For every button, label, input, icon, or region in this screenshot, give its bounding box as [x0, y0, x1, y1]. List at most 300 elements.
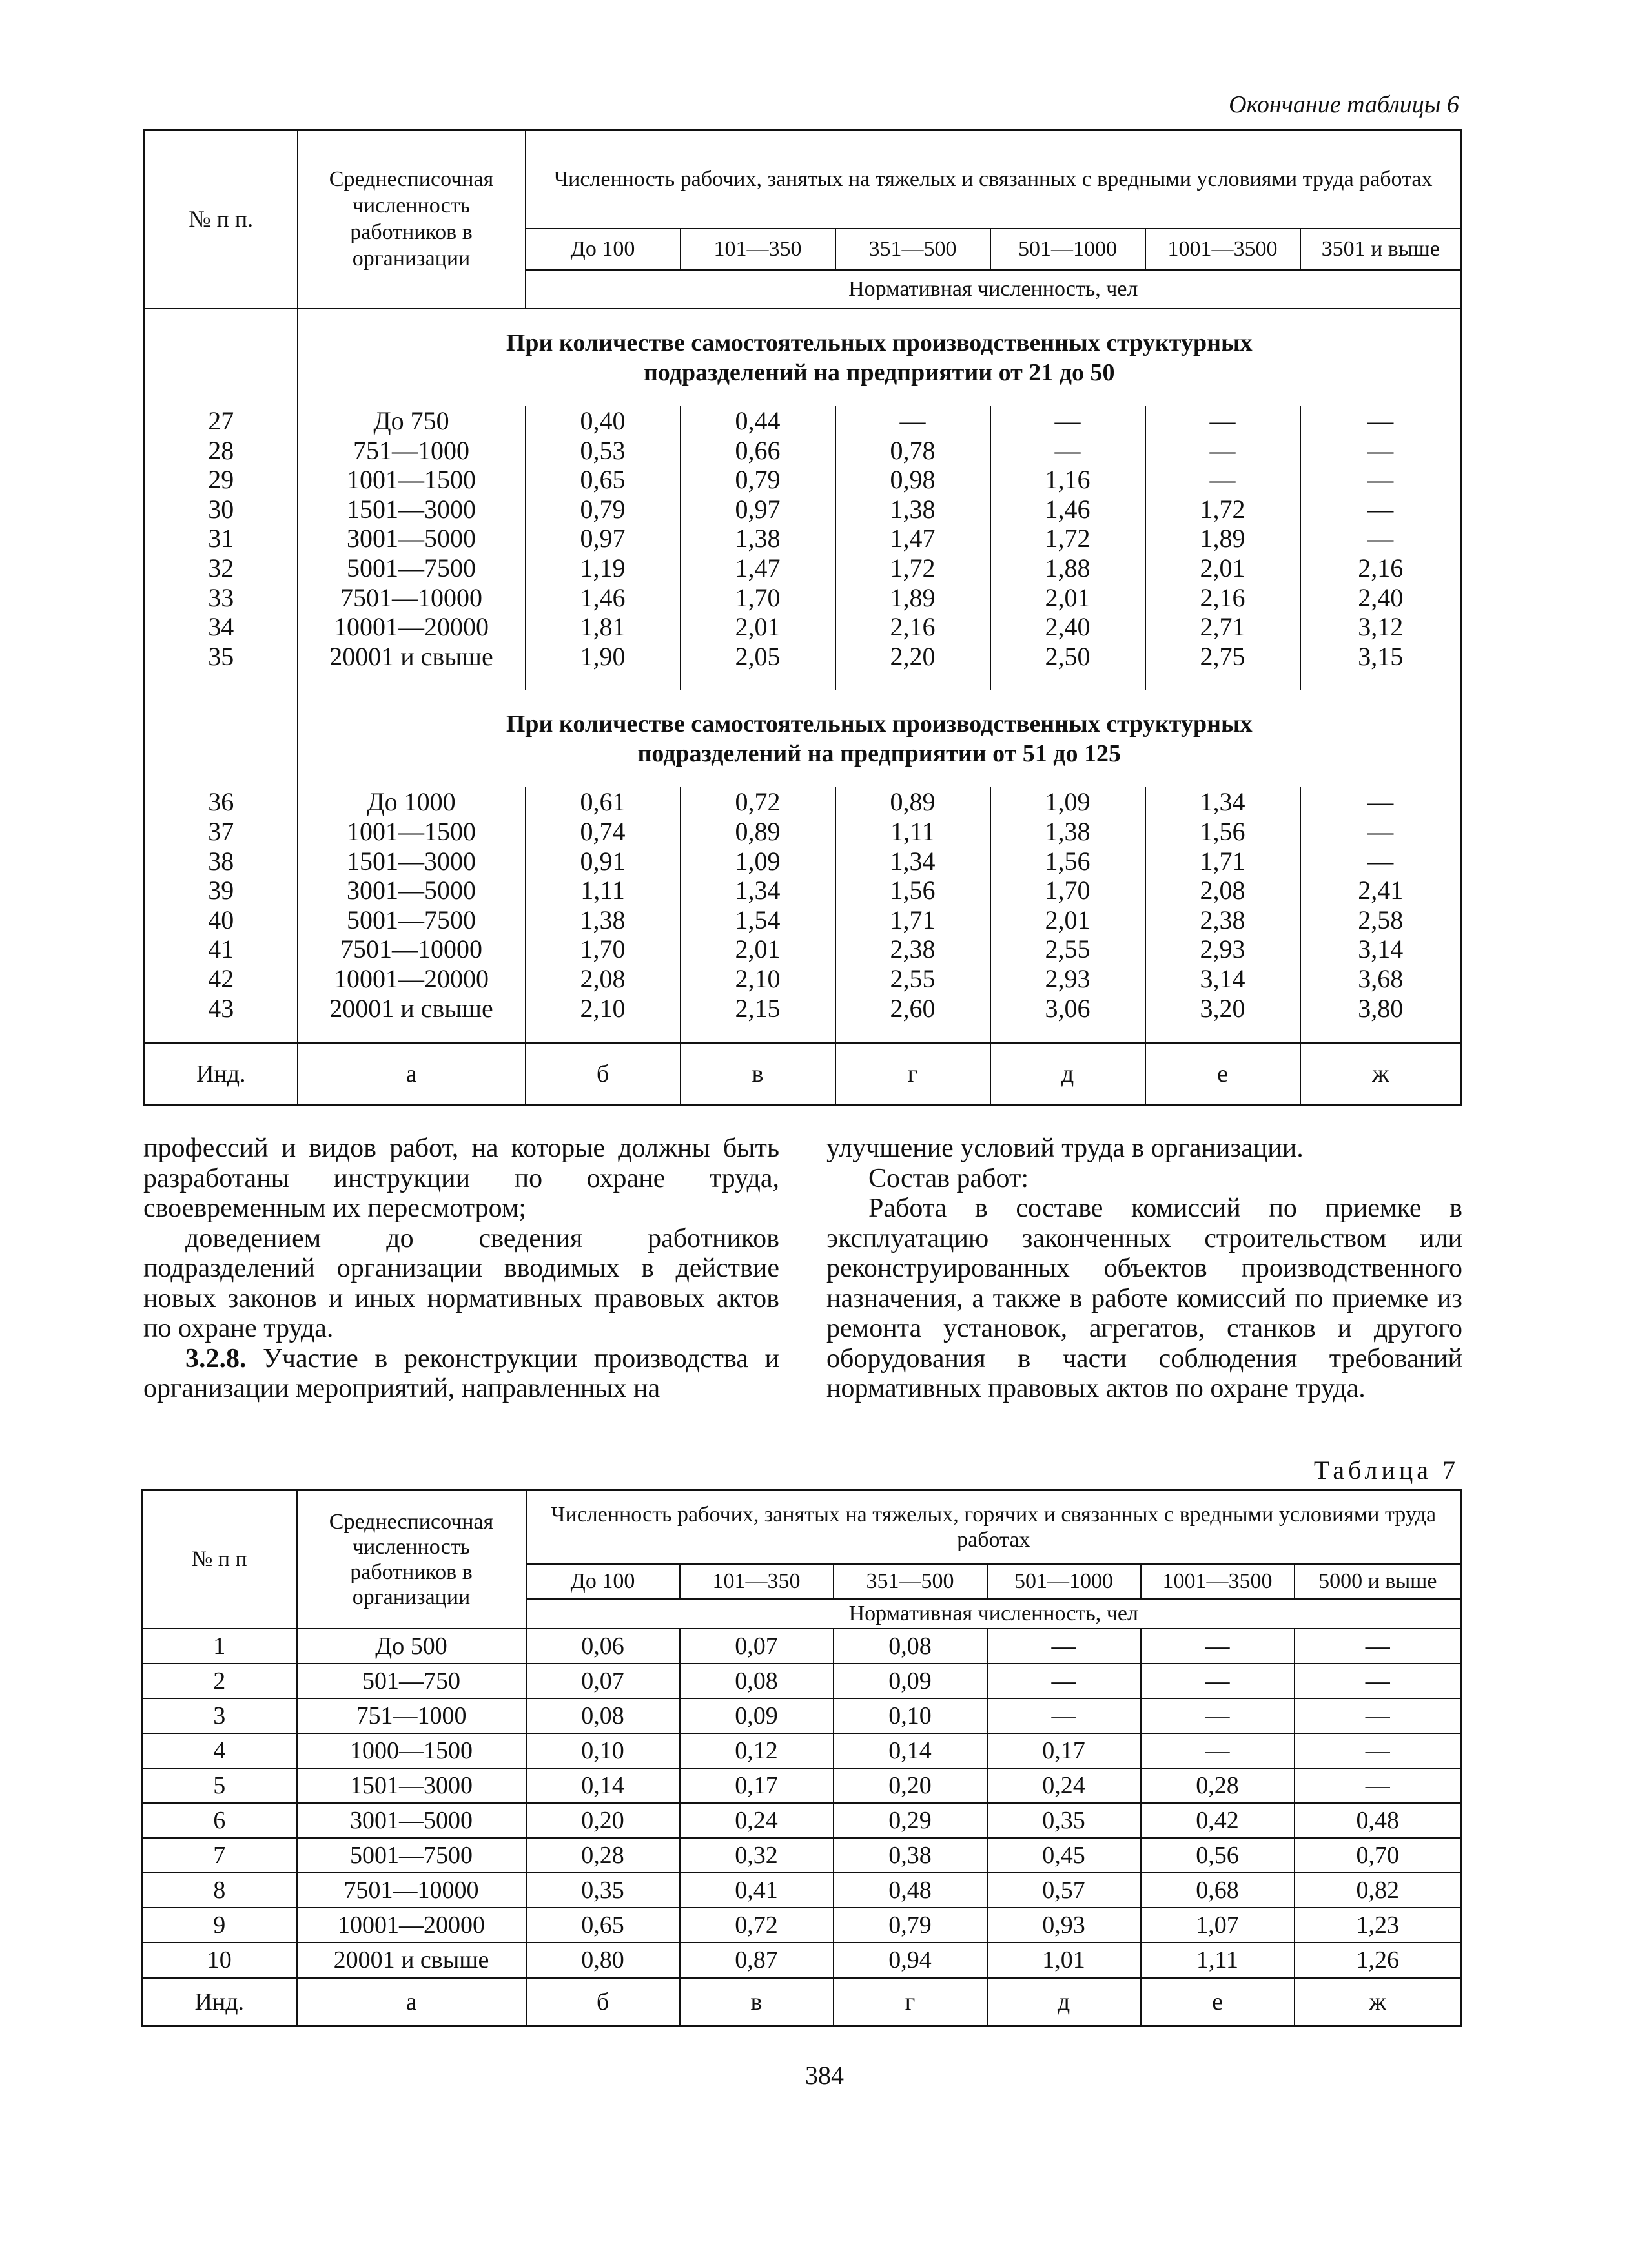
table-cell: 33 [145, 583, 298, 613]
table-row [142, 1698, 1462, 1733]
spacer-cell [526, 1023, 681, 1044]
table-cell: 10001—20000 [297, 1908, 526, 1943]
table-cell: 2,08 [1145, 876, 1300, 905]
spacer-cell [1300, 1023, 1462, 1044]
table-cell: 34 [145, 612, 298, 642]
table-cell: 1,47 [681, 553, 835, 583]
table-cell: 0,44 [681, 406, 835, 436]
table-cell: 0,48 [1295, 1803, 1462, 1838]
table-cell: 1,11 [1141, 1943, 1295, 1978]
table-cell: 2,08 [526, 964, 681, 994]
table-cell: 2,16 [1358, 553, 1404, 582]
table-cell: 2,15 [681, 994, 835, 1024]
table-cell: 43 [145, 994, 298, 1024]
table-cell: 0,32 [680, 1838, 834, 1873]
table-row [145, 495, 1462, 524]
text-column-left [143, 1133, 779, 1404]
header-col: До 100 [526, 229, 681, 270]
table-cell: 1501—3000 [297, 1768, 526, 1803]
table-cell: — [1295, 1629, 1462, 1664]
table-cell: 5001—7500 [298, 905, 526, 935]
table-cell: 1,89 [835, 583, 990, 613]
table-row [145, 994, 1462, 1024]
section-num-cell [145, 309, 298, 406]
table-cell: 0,97 [681, 495, 835, 524]
index-cell: е [1145, 1044, 1300, 1105]
table-row [145, 876, 1462, 905]
spacer-cell [835, 671, 990, 690]
table-cell: — [1367, 787, 1394, 817]
table-cell: 751—1000 [297, 1698, 526, 1733]
table-cell: 27 [145, 406, 298, 436]
table-cell: 1,38 [835, 495, 990, 524]
table-cell: 0,24 [680, 1803, 834, 1838]
table-cell: 0,74 [526, 817, 681, 847]
header-col: 5000 и выше [1295, 1564, 1462, 1599]
table-cell: 1,46 [990, 495, 1145, 524]
table-cell: До 750 [298, 406, 526, 436]
table-cell: — [1367, 494, 1394, 524]
table-7 [141, 1489, 1462, 2027]
table-row [142, 1768, 1462, 1803]
table-cell: 1,72 [1145, 495, 1300, 524]
index-cell: б [526, 1978, 680, 2026]
table-cell: — [1367, 465, 1394, 495]
table-cell: 0,10 [834, 1698, 987, 1733]
table-cell: 2,01 [1145, 553, 1300, 583]
header-col: 1001—3500 [1145, 229, 1300, 270]
header-col: До 100 [526, 1564, 680, 1599]
table-cell: 1,70 [681, 583, 835, 613]
table-cell: 0,94 [834, 1943, 987, 1978]
table-cell: — [1141, 1629, 1295, 1664]
table-cell: 2,10 [681, 964, 835, 994]
table-cell: 1,56 [990, 847, 1145, 876]
header-col: 101—350 [680, 1564, 834, 1599]
table-cell: 1,34 [1145, 787, 1300, 817]
table-cell: 0,40 [526, 406, 681, 436]
index-cell: е [1141, 1978, 1295, 2026]
table-cell: 2,05 [681, 642, 835, 672]
table-cell: 1501—3000 [298, 847, 526, 876]
table-cell: — [1295, 1698, 1462, 1733]
table-cell: 2,93 [990, 964, 1145, 994]
table-cell: 0,72 [681, 787, 835, 817]
table-cell: 1 [142, 1629, 297, 1664]
spacer-cell [145, 1023, 298, 1044]
table-cell: — [1145, 406, 1300, 436]
table-cell: — [1295, 1664, 1462, 1698]
table-cell: 10001—20000 [298, 612, 526, 642]
table-row [145, 524, 1462, 553]
table-cell: — [1367, 524, 1394, 553]
table-cell: 1,34 [835, 847, 990, 876]
paragraph: доведением до сведения работников подразделений организации вводимых в действие новых законов и иных нормативных правовых актов по охране труда. [143, 1223, 779, 1343]
table-cell: 0,17 [680, 1768, 834, 1803]
table-cell: 0,06 [526, 1629, 680, 1664]
table-cell: 1,38 [681, 524, 835, 553]
table-cell: 32 [145, 553, 298, 583]
table-row [142, 1838, 1462, 1873]
spacer-cell [990, 1023, 1145, 1044]
table-cell: 3,80 [1358, 993, 1404, 1023]
table-cell: 10 [142, 1943, 297, 1978]
table-cell: — [835, 406, 990, 436]
spacer-cell [681, 671, 835, 690]
table-cell: 0,87 [680, 1943, 834, 1978]
table-cell: 0,89 [835, 787, 990, 817]
table-cell: 1,19 [526, 553, 681, 583]
table-cell: 0,08 [526, 1698, 680, 1733]
header-unit: Нормативная численность, чел [526, 270, 1462, 309]
table-row [145, 787, 1462, 817]
table-cell: 0,91 [526, 847, 681, 876]
table-cell: 0,80 [526, 1943, 680, 1978]
table-cell: 3001—5000 [298, 524, 526, 553]
table-cell: 0,07 [680, 1629, 834, 1664]
table-cell: 0,10 [526, 1733, 680, 1768]
table-cell: 2,55 [835, 964, 990, 994]
table-cell: 0,20 [834, 1768, 987, 1803]
table-row [142, 1943, 1462, 1978]
table-cell: 0,42 [1141, 1803, 1295, 1838]
spacer-cell [526, 671, 681, 690]
table-cell: 0,45 [987, 1838, 1141, 1873]
table-cell: 0,28 [1141, 1768, 1295, 1803]
paragraph: Состав работ: [868, 1163, 1029, 1193]
header-col: 101—350 [681, 229, 835, 270]
table-6 [143, 129, 1462, 1106]
table-row [142, 1629, 1462, 1664]
table-cell: 1000—1500 [297, 1733, 526, 1768]
table-cell: 2,40 [990, 612, 1145, 642]
table-cell: 7501—10000 [298, 583, 526, 613]
table-cell: 7 [142, 1838, 297, 1873]
table-row [142, 1873, 1462, 1908]
header-col: 351—500 [834, 1564, 987, 1599]
header-num: № п п. [145, 130, 298, 309]
table-row [145, 406, 1462, 436]
table-cell: 0,12 [680, 1733, 834, 1768]
table-cell: 0,70 [1295, 1838, 1462, 1873]
index-cell: г [835, 1044, 990, 1105]
text-column-right [826, 1133, 1462, 1404]
table-cell: 9 [142, 1908, 297, 1943]
spacer-cell [681, 1023, 835, 1044]
table-cell: 1,26 [1295, 1943, 1462, 1978]
header-unit: Нормативная численность, чел [526, 1599, 1462, 1629]
table-cell: 1,70 [526, 934, 681, 964]
table-cell: — [987, 1664, 1141, 1698]
table-cell: 2,41 [1358, 876, 1404, 905]
table-cell: 3,68 [1358, 964, 1404, 993]
table-cell: 0,97 [526, 524, 681, 553]
table-cell: 0,24 [987, 1768, 1141, 1803]
table-cell: 751—1000 [298, 436, 526, 466]
table-cell: — [1295, 1768, 1462, 1803]
table-cell: 1,71 [835, 905, 990, 935]
table-cell: 3,14 [1358, 934, 1404, 964]
table7-caption: Таблица 7 [1313, 1456, 1459, 1485]
table-cell: 0,98 [835, 465, 990, 495]
table-cell: 41 [145, 934, 298, 964]
table-cell: 2,71 [1145, 612, 1300, 642]
table-cell: 3001—5000 [298, 876, 526, 905]
index-cell: в [681, 1044, 835, 1105]
table-cell: — [1367, 406, 1394, 435]
table-cell: — [1141, 1698, 1295, 1733]
table-cell: 2,38 [835, 934, 990, 964]
table-cell: 1,72 [835, 553, 990, 583]
spacer-cell [145, 671, 298, 690]
paragraph: улучшение условий труда в организации. [826, 1133, 1304, 1163]
table-cell: 8 [142, 1873, 297, 1908]
table-cell: 2,75 [1145, 642, 1300, 672]
section-title: При количестве самостоятельных производственных структурных подразделений на предприятии от 51 до 125 [506, 710, 1253, 768]
table-cell: 1,11 [835, 817, 990, 847]
table-cell: 0,72 [680, 1908, 834, 1943]
index-cell: Инд. [145, 1044, 298, 1105]
table-cell: 0,66 [681, 436, 835, 466]
table-cell: 0,07 [526, 1664, 680, 1698]
table-cell: 0,17 [987, 1733, 1141, 1768]
table-cell: 2,55 [990, 934, 1145, 964]
header-col: 3501 и выше [1300, 229, 1462, 270]
table-cell: 0,35 [526, 1873, 680, 1908]
table-cell: 42 [145, 964, 298, 994]
table-cell: 28 [145, 436, 298, 466]
index-cell: а [297, 1978, 526, 2026]
table-cell: — [987, 1629, 1141, 1664]
header-num: № п п [142, 1490, 297, 1629]
table-row [145, 612, 1462, 642]
table-cell: 2 [142, 1664, 297, 1698]
table-cell: 0,68 [1141, 1873, 1295, 1908]
table-cell: 2,50 [990, 642, 1145, 672]
table-cell: 0,89 [681, 817, 835, 847]
paragraph: Работа в составе комиссий по приемке в эксплуатацию законченных строительством или реконструированных объектов производственного назначения, а также в работе комиссий по приемке из ремонта установок, агрегатов, станков и другого оборудования в части соблюдения требований нормативных правовых актов по охране труда. [826, 1193, 1462, 1403]
table-row [145, 436, 1462, 466]
table-cell: — [990, 406, 1145, 436]
table-cell: 36 [145, 787, 298, 817]
table-row [142, 1664, 1462, 1698]
table-cell: До 500 [297, 1629, 526, 1664]
paragraph-item-3-2-8 [143, 1344, 779, 1404]
paragraph: профессий и видов работ, на которые должны быть разработаны инструкции по охране труда, своевременным их пересмотром; [143, 1133, 779, 1223]
table-cell: 7501—10000 [298, 934, 526, 964]
table-cell: 5001—7500 [297, 1838, 526, 1873]
table-cell: 0,79 [834, 1908, 987, 1943]
item-text: Участие в реконструкции производства и организации мероприятий, направленных на [143, 1343, 780, 1403]
header-col: 1001—3500 [1141, 1564, 1295, 1599]
index-cell: ж [1300, 1044, 1462, 1105]
spacer-cell [1145, 671, 1300, 690]
table-cell: 1,71 [1145, 847, 1300, 876]
table-row [145, 583, 1462, 613]
table-cell: 1,70 [990, 876, 1145, 905]
table-cell: 30 [145, 495, 298, 524]
header-avg-headcount: Среднесписочная численность работников в организации [297, 1490, 526, 1629]
table-cell: — [1141, 1664, 1295, 1698]
table-cell: 38 [145, 847, 298, 876]
table-cell: 0,65 [526, 1908, 680, 1943]
table-cell: 3,20 [1145, 994, 1300, 1024]
table-row [142, 1803, 1462, 1838]
table-cell: 20001 и свыше [298, 994, 526, 1024]
table-cell: 1,56 [1145, 817, 1300, 847]
table-cell: 1,89 [1145, 524, 1300, 553]
header-group: Численность рабочих, занятых на тяжелых и связанных с вредными условиями труда работах [526, 130, 1462, 229]
table-cell: 5 [142, 1768, 297, 1803]
index-cell: б [526, 1044, 681, 1105]
index-cell: ж [1295, 1978, 1462, 2026]
table-cell: 0,28 [526, 1838, 680, 1873]
table-cell: 1,54 [681, 905, 835, 935]
table-row [145, 553, 1462, 583]
table-cell: 0,38 [834, 1838, 987, 1873]
table-cell: 0,09 [680, 1698, 834, 1733]
table-row [145, 934, 1462, 964]
table-cell: 2,40 [1358, 582, 1404, 612]
table-cell: 3,14 [1145, 964, 1300, 994]
table-cell: 3,12 [1358, 612, 1404, 642]
table-row [145, 964, 1462, 994]
table-row [145, 817, 1462, 847]
table-cell: 1,11 [526, 876, 681, 905]
table-cell: 6 [142, 1803, 297, 1838]
table-cell: 1,90 [526, 642, 681, 672]
table-cell: 35 [145, 642, 298, 672]
index-cell: г [834, 1978, 987, 2026]
table-cell: 2,01 [681, 934, 835, 964]
table-row [145, 847, 1462, 876]
table-cell: 1,56 [835, 876, 990, 905]
table-cell: 2,20 [835, 642, 990, 672]
spacer-cell [835, 1023, 990, 1044]
table-cell: 2,10 [526, 994, 681, 1024]
table-cell: 0,08 [834, 1629, 987, 1664]
table-cell: 1,88 [990, 553, 1145, 583]
table-cell: 10001—20000 [298, 964, 526, 994]
table-cell: 0,48 [834, 1873, 987, 1908]
table-cell: 0,53 [526, 436, 681, 466]
spacer-cell [298, 1023, 526, 1044]
table-cell: — [987, 1698, 1141, 1733]
table-cell: 3 [142, 1698, 297, 1733]
table-cell: 1501—3000 [298, 495, 526, 524]
table-cell: 1,72 [990, 524, 1145, 553]
table-cell: 0,14 [834, 1733, 987, 1768]
table-cell: 0,82 [1295, 1873, 1462, 1908]
spacer-cell [1145, 1023, 1300, 1044]
table-cell: — [1367, 435, 1394, 465]
table-cell: 1,47 [835, 524, 990, 553]
table-cell: — [1145, 465, 1300, 495]
table-cell: 0,79 [526, 495, 681, 524]
table-cell: 1,01 [987, 1943, 1141, 1978]
table-cell: 1001—1500 [298, 465, 526, 495]
table-cell: 2,01 [990, 905, 1145, 935]
header-col: 501—1000 [990, 229, 1145, 270]
spacer-cell [1300, 671, 1462, 690]
table-cell: 0,78 [835, 436, 990, 466]
table-row [142, 1733, 1462, 1768]
header-col: 351—500 [835, 229, 990, 270]
table-row [142, 1908, 1462, 1943]
index-cell: д [987, 1978, 1141, 2026]
table-cell: 0,65 [526, 465, 681, 495]
table-cell: — [990, 436, 1145, 466]
page-number: 384 [805, 2061, 844, 2090]
spacer-cell [990, 671, 1145, 690]
table-cell: — [1145, 436, 1300, 466]
table-cell: 0,08 [680, 1664, 834, 1698]
index-cell: в [680, 1978, 834, 2026]
table-cell: До 1000 [298, 787, 526, 817]
table-cell: — [1367, 816, 1394, 846]
table-cell: 0,57 [987, 1873, 1141, 1908]
table-cell: 4 [142, 1733, 297, 1768]
table-row [145, 905, 1462, 935]
table-cell: 0,93 [987, 1908, 1141, 1943]
header-col: 501—1000 [987, 1564, 1141, 1599]
table-cell: 2,38 [1145, 905, 1300, 935]
section-num-cell [145, 690, 298, 787]
table-cell: 2,60 [835, 994, 990, 1024]
table-cell: 2,16 [835, 612, 990, 642]
table-cell: 1,46 [526, 583, 681, 613]
table-cell: 3001—5000 [297, 1803, 526, 1838]
table-cell: — [1141, 1733, 1295, 1768]
table-cell: 40 [145, 905, 298, 935]
table-cell: 0,41 [680, 1873, 834, 1908]
table-cell: 1,34 [681, 876, 835, 905]
table-cell: 0,79 [681, 465, 835, 495]
table-row [145, 465, 1462, 495]
table-cell: 1,23 [1295, 1908, 1462, 1943]
table-cell: — [1367, 846, 1394, 876]
table-cell: 7501—10000 [297, 1873, 526, 1908]
table-cell: 0,29 [834, 1803, 987, 1838]
table-cell: 29 [145, 465, 298, 495]
table-cell: 2,16 [1145, 583, 1300, 613]
table-cell: 1,09 [990, 787, 1145, 817]
table-cell: 1,38 [526, 905, 681, 935]
table-cell: 0,14 [526, 1768, 680, 1803]
table-cell: 501—750 [297, 1664, 526, 1698]
table-cell: 1,16 [990, 465, 1145, 495]
table-cell: 5001—7500 [298, 553, 526, 583]
table-cell: 1,81 [526, 612, 681, 642]
index-cell: а [298, 1044, 526, 1105]
table-cell: 37 [145, 817, 298, 847]
item-number: 3.2.8. [185, 1343, 247, 1374]
header-avg-headcount: Среднесписочная численность работников в организации [298, 130, 526, 309]
table-cell: 0,20 [526, 1803, 680, 1838]
section-title: При количестве самостоятельных производственных структурных подразделений на предприятии от 21 до 50 [506, 329, 1253, 386]
table-cell: — [1295, 1733, 1462, 1768]
table-cell: 0,56 [1141, 1838, 1295, 1873]
table-cell: 0,61 [526, 787, 681, 817]
table-cell: 2,93 [1145, 934, 1300, 964]
table-cell: 2,01 [990, 583, 1145, 613]
table-cell: 3,15 [1358, 641, 1404, 671]
table-row [145, 642, 1462, 672]
table-cell: 1,09 [681, 847, 835, 876]
table-cell: 0,35 [987, 1803, 1141, 1838]
table-cell: 1001—1500 [298, 817, 526, 847]
table-cell: 39 [145, 876, 298, 905]
